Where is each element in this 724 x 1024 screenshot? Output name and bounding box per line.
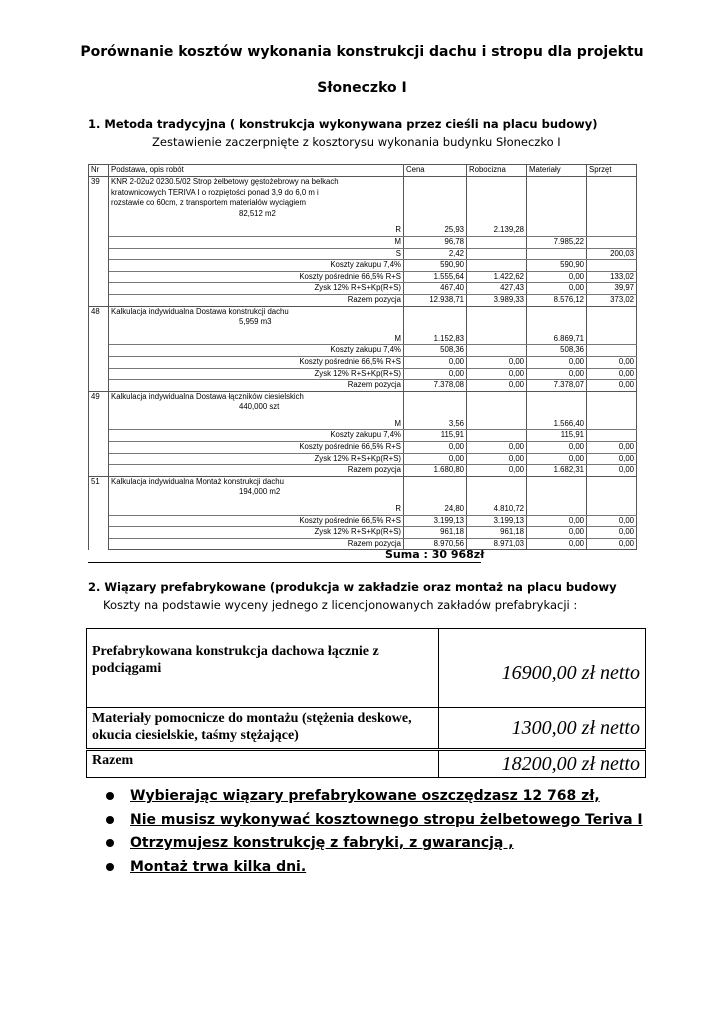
nr-cell bbox=[89, 465, 109, 477]
empty-cell bbox=[527, 391, 587, 413]
materials-cell bbox=[527, 504, 587, 515]
materials-cell: 7.378,07 bbox=[527, 380, 587, 392]
price-cell: 961,18 bbox=[404, 527, 467, 539]
empty-cell bbox=[467, 391, 527, 413]
materials-cell: 0,00 bbox=[527, 271, 587, 283]
equipment-cell bbox=[587, 236, 637, 248]
list-item: Montaż trwa kilka dni. bbox=[104, 859, 643, 883]
document-title-line1: Porównanie kosztów wykonania konstrukcji dachu i stropu dla projektu bbox=[80, 44, 644, 60]
cost-line-label: Koszty zakupu 7,4% bbox=[109, 430, 404, 442]
materials-cell: 0,00 bbox=[527, 527, 587, 539]
cost-table-header-row bbox=[89, 165, 637, 177]
prefab-row-value: 1300,00 zł netto bbox=[439, 708, 646, 750]
bullet-icon bbox=[106, 863, 114, 871]
total-sum: Suma : 30 968zł bbox=[385, 548, 485, 561]
cost-item-header-row bbox=[89, 391, 637, 413]
equipment-cell bbox=[587, 260, 637, 272]
price-cell: 7.378,08 bbox=[404, 380, 467, 392]
list-item: Nie musisz wykonywać kosztownego stropu żelbetowego Teriva I bbox=[104, 812, 643, 836]
materials-cell: 1.682,31 bbox=[527, 465, 587, 477]
equipment-cell bbox=[587, 334, 637, 345]
equipment-cell bbox=[587, 345, 637, 357]
empty-cell bbox=[467, 177, 527, 220]
labour-cell: 4.810,72 bbox=[467, 504, 527, 515]
empty-cell bbox=[467, 306, 527, 328]
equipment-cell: 0,00 bbox=[587, 442, 637, 454]
nr-cell bbox=[89, 504, 109, 515]
section1-heading: 1. Metoda tradycyjna ( konstrukcja wykonywana przez cieśli na placu budowy) bbox=[88, 117, 598, 131]
labour-cell bbox=[467, 236, 527, 248]
materials-cell: 0,00 bbox=[527, 283, 587, 295]
materials-cell: 0,00 bbox=[527, 368, 587, 380]
equipment-cell: 39,97 bbox=[587, 283, 637, 295]
nr-cell bbox=[89, 260, 109, 272]
empty-cell bbox=[587, 391, 637, 413]
materials-cell: 508,36 bbox=[527, 345, 587, 357]
materials-cell: 7.985,22 bbox=[527, 236, 587, 248]
equipment-cell: 0,00 bbox=[587, 515, 637, 527]
item-description bbox=[109, 476, 404, 498]
price-cell: 3.199,13 bbox=[404, 515, 467, 527]
equipment-cell: 0,00 bbox=[587, 368, 637, 380]
cost-line-row bbox=[89, 368, 637, 380]
nr-cell bbox=[89, 538, 109, 550]
nr-cell bbox=[89, 430, 109, 442]
item-description bbox=[109, 306, 404, 328]
nr-cell bbox=[89, 527, 109, 539]
col-header-materials: Materiały bbox=[527, 165, 587, 177]
list-item: Otrzymujesz konstrukcję z fabryki, z gwarancją , bbox=[104, 835, 643, 859]
price-cell: 590,90 bbox=[404, 260, 467, 272]
price-cell: 467,40 bbox=[404, 283, 467, 295]
empty-cell bbox=[404, 177, 467, 220]
equipment-cell: 0,00 bbox=[587, 538, 637, 550]
item-description-text: Kalkulacja indywidualna Dostawa konstrukcji dachu bbox=[111, 306, 289, 316]
cost-line-label: Zysk 12% R+S+Kp(R+S) bbox=[109, 527, 404, 539]
price-cell: 1.152,83 bbox=[404, 334, 467, 345]
labour-cell bbox=[467, 248, 527, 260]
materials-cell: 0,00 bbox=[527, 356, 587, 368]
bullet-icon bbox=[106, 816, 114, 824]
price-cell: 12.938,71 bbox=[404, 294, 467, 306]
cost-line-row bbox=[89, 442, 637, 454]
materials-cell: 6.869,71 bbox=[527, 334, 587, 345]
labour-cell bbox=[467, 419, 527, 430]
price-cell: 8.970,56 bbox=[404, 538, 467, 550]
price-cell: 1.555,64 bbox=[404, 271, 467, 283]
labour-cell: 1.422,62 bbox=[467, 271, 527, 283]
materials-cell: 115,91 bbox=[527, 430, 587, 442]
cost-line-label: Koszty zakupu 7,4% bbox=[109, 345, 404, 357]
cost-estimate-table bbox=[88, 164, 637, 550]
prefab-row bbox=[87, 629, 646, 708]
col-header-price: Cena bbox=[404, 165, 467, 177]
labour-cell: 427,43 bbox=[467, 283, 527, 295]
cost-line-row bbox=[89, 538, 637, 550]
item-description bbox=[109, 177, 404, 220]
cost-line-row bbox=[89, 345, 637, 357]
price-cell: 0,00 bbox=[404, 442, 467, 454]
materials-cell bbox=[527, 248, 587, 260]
price-cell: 115,91 bbox=[404, 430, 467, 442]
labour-cell: 961,18 bbox=[467, 527, 527, 539]
empty-cell bbox=[404, 391, 467, 413]
cost-line-label: Zysk 12% R+S+Kp(R+S) bbox=[109, 368, 404, 380]
empty-cell bbox=[404, 476, 467, 498]
equipment-cell: 0,00 bbox=[587, 453, 637, 465]
price-cell: 25,93 bbox=[404, 225, 467, 236]
labour-cell: 3.199,13 bbox=[467, 515, 527, 527]
nr-cell bbox=[89, 368, 109, 380]
price-cell: 1.680,80 bbox=[404, 465, 467, 477]
labour-cell: 0,00 bbox=[467, 368, 527, 380]
nr-cell bbox=[89, 442, 109, 454]
item-description bbox=[109, 391, 404, 413]
cost-line-label: Razem pozycja bbox=[109, 380, 404, 392]
cost-line-label: Koszty pośrednie 66,5% R+S bbox=[109, 356, 404, 368]
section1-subheading: Zestawienie zaczerpnięte z kosztorysu wykonania budynku Słoneczko I bbox=[152, 135, 561, 149]
labour-cell: 0,00 bbox=[467, 380, 527, 392]
cost-line-label: Zysk 12% R+S+Kp(R+S) bbox=[109, 283, 404, 295]
empty-cell bbox=[587, 476, 637, 498]
nr-cell bbox=[89, 419, 109, 430]
prefab-row-label: Prefabrykowana konstrukcja dachowa łącznie z podciągami bbox=[87, 629, 439, 708]
cost-line-row bbox=[89, 260, 637, 272]
col-header-labour: Robocizna bbox=[467, 165, 527, 177]
item-number: 48 bbox=[89, 306, 109, 328]
cost-line-label: S bbox=[109, 248, 404, 260]
cost-line-row bbox=[89, 515, 637, 527]
labour-cell: 8.971,03 bbox=[467, 538, 527, 550]
materials-cell: 0,00 bbox=[527, 442, 587, 454]
item-number: 39 bbox=[89, 177, 109, 220]
cost-line-label: M bbox=[109, 419, 404, 430]
item-description-text: Kalkulacja indywidualna Dostawa łączników ciesielskich bbox=[111, 391, 304, 401]
benefits-list bbox=[104, 788, 643, 882]
cost-line-row bbox=[89, 527, 637, 539]
prefab-total-value: 18200,00 zł netto bbox=[439, 750, 646, 778]
materials-cell: 0,00 bbox=[527, 538, 587, 550]
cost-line-row bbox=[89, 294, 637, 306]
equipment-cell bbox=[587, 419, 637, 430]
document-title-line2: Słoneczko I bbox=[317, 80, 407, 96]
labour-cell bbox=[467, 430, 527, 442]
cost-line-label: M bbox=[109, 236, 404, 248]
cost-line-row bbox=[89, 430, 637, 442]
nr-cell bbox=[89, 294, 109, 306]
equipment-cell: 0,00 bbox=[587, 380, 637, 392]
item-number: 49 bbox=[89, 391, 109, 413]
nr-cell bbox=[89, 345, 109, 357]
cost-item-header-row bbox=[89, 177, 637, 220]
cost-line-label: Koszty pośrednie 66,5% R+S bbox=[109, 515, 404, 527]
labour-cell: 0,00 bbox=[467, 453, 527, 465]
cost-line-row bbox=[89, 380, 637, 392]
bullet-icon bbox=[106, 792, 114, 800]
col-header-equipment: Sprzęt bbox=[587, 165, 637, 177]
empty-cell bbox=[527, 306, 587, 328]
materials-cell bbox=[527, 225, 587, 236]
item-quantity: 440,000 szt bbox=[239, 402, 280, 412]
labour-cell bbox=[467, 345, 527, 357]
equipment-cell: 0,00 bbox=[587, 527, 637, 539]
equipment-cell bbox=[587, 430, 637, 442]
price-cell: 0,00 bbox=[404, 368, 467, 380]
labour-cell: 2.139,28 bbox=[467, 225, 527, 236]
equipment-cell: 0,00 bbox=[587, 356, 637, 368]
equipment-cell: 0,00 bbox=[587, 465, 637, 477]
item-description-text: KNR 2-02u2 0230.5/02 Strop żelbetowy gęstożebrowy na belkach kratownicowych TERIVA I o rozpiętości ponad 3,9 do 6,0 m i rozstawie co 60cm, z transportem materiałów wyciągiem bbox=[111, 177, 339, 208]
price-cell: 0,00 bbox=[404, 453, 467, 465]
prefab-row bbox=[87, 708, 646, 750]
cost-line-label: Zysk 12% R+S+Kp(R+S) bbox=[109, 453, 404, 465]
price-cell: 96,78 bbox=[404, 236, 467, 248]
item-description-text: Kalkulacja indywidualna Montaż konstrukcji dachu bbox=[111, 476, 284, 486]
cost-line-row bbox=[89, 248, 637, 260]
col-header-description: Podstawa, opis robót bbox=[109, 165, 284, 177]
suma-underline bbox=[88, 562, 481, 563]
nr-cell bbox=[89, 283, 109, 295]
item-number: 51 bbox=[89, 476, 109, 498]
nr-cell bbox=[89, 453, 109, 465]
cost-line-row bbox=[89, 504, 637, 515]
cost-line-label: M bbox=[109, 334, 404, 345]
nr-cell bbox=[89, 225, 109, 236]
price-cell: 2,42 bbox=[404, 248, 467, 260]
cost-line-label: Razem pozycja bbox=[109, 465, 404, 477]
section2-heading: 2. Wiązary prefabrykowane (produkcja w zakładzie oraz montaż na placu budowy bbox=[88, 580, 617, 594]
labour-cell bbox=[467, 260, 527, 272]
cost-line-label: R bbox=[109, 504, 404, 515]
equipment-cell: 200,03 bbox=[587, 248, 637, 260]
materials-cell: 0,00 bbox=[527, 515, 587, 527]
item-quantity: 194,000 m2 bbox=[239, 487, 281, 497]
item-quantity: 82,512 m2 bbox=[239, 208, 276, 218]
labour-cell: 3.989,33 bbox=[467, 294, 527, 306]
col-header-blank bbox=[284, 165, 404, 177]
section2-subheading: Koszty na podstawie wyceny jednego z licencjonowanych zakładów prefabrykacji : bbox=[103, 598, 578, 612]
cost-line-label: Koszty pośrednie 66,5% R+S bbox=[109, 271, 404, 283]
equipment-cell: 373,02 bbox=[587, 294, 637, 306]
materials-cell: 590,90 bbox=[527, 260, 587, 272]
prefab-total-row bbox=[87, 750, 646, 778]
prefab-cost-table bbox=[86, 628, 646, 778]
empty-cell bbox=[467, 476, 527, 498]
cost-line-row bbox=[89, 236, 637, 248]
price-cell: 24,80 bbox=[404, 504, 467, 515]
cost-line-label: Koszty pośrednie 66,5% R+S bbox=[109, 442, 404, 454]
equipment-cell bbox=[587, 225, 637, 236]
nr-cell bbox=[89, 236, 109, 248]
empty-cell bbox=[404, 306, 467, 328]
cost-line-row bbox=[89, 271, 637, 283]
cost-line-row bbox=[89, 356, 637, 368]
cost-item-header-row bbox=[89, 306, 637, 328]
prefab-total-label: Razem bbox=[87, 750, 439, 778]
empty-cell bbox=[587, 177, 637, 220]
nr-cell bbox=[89, 248, 109, 260]
price-cell: 508,36 bbox=[404, 345, 467, 357]
empty-cell bbox=[527, 177, 587, 220]
cost-line-row bbox=[89, 465, 637, 477]
empty-cell bbox=[587, 306, 637, 328]
cost-item-header-row bbox=[89, 476, 637, 498]
nr-cell bbox=[89, 515, 109, 527]
equipment-cell: 133,02 bbox=[587, 271, 637, 283]
cost-line-row bbox=[89, 419, 637, 430]
cost-line-label: Razem pozycja bbox=[109, 538, 404, 550]
item-quantity: 5,959 m3 bbox=[239, 317, 272, 327]
list-item: Wybierając wiązary prefabrykowane oszczędzasz 12 768 zł, bbox=[104, 788, 643, 812]
cost-line-row bbox=[89, 334, 637, 345]
nr-cell bbox=[89, 334, 109, 345]
bullet-icon bbox=[106, 839, 114, 847]
prefab-row-value: 16900,00 zł netto bbox=[439, 629, 646, 708]
cost-line-row bbox=[89, 453, 637, 465]
cost-line-row bbox=[89, 225, 637, 236]
cost-line-row bbox=[89, 283, 637, 295]
nr-cell bbox=[89, 356, 109, 368]
nr-cell bbox=[89, 380, 109, 392]
materials-cell: 8.576,12 bbox=[527, 294, 587, 306]
cost-line-label: Koszty zakupu 7,4% bbox=[109, 260, 404, 272]
labour-cell: 0,00 bbox=[467, 442, 527, 454]
cost-line-label: Razem pozycja bbox=[109, 294, 404, 306]
price-cell: 3,56 bbox=[404, 419, 467, 430]
materials-cell: 1.566,40 bbox=[527, 419, 587, 430]
labour-cell bbox=[467, 334, 527, 345]
materials-cell: 0,00 bbox=[527, 453, 587, 465]
labour-cell: 0,00 bbox=[467, 356, 527, 368]
cost-line-label: R bbox=[109, 225, 404, 236]
prefab-row-label: Materiały pomocnicze do montażu (stężenia deskowe, okucia ciesielskie, taśmy stężające) bbox=[87, 708, 439, 750]
empty-cell bbox=[527, 476, 587, 498]
labour-cell: 0,00 bbox=[467, 465, 527, 477]
equipment-cell bbox=[587, 504, 637, 515]
col-header-nr: Nr bbox=[89, 165, 109, 177]
price-cell: 0,00 bbox=[404, 356, 467, 368]
nr-cell bbox=[89, 271, 109, 283]
